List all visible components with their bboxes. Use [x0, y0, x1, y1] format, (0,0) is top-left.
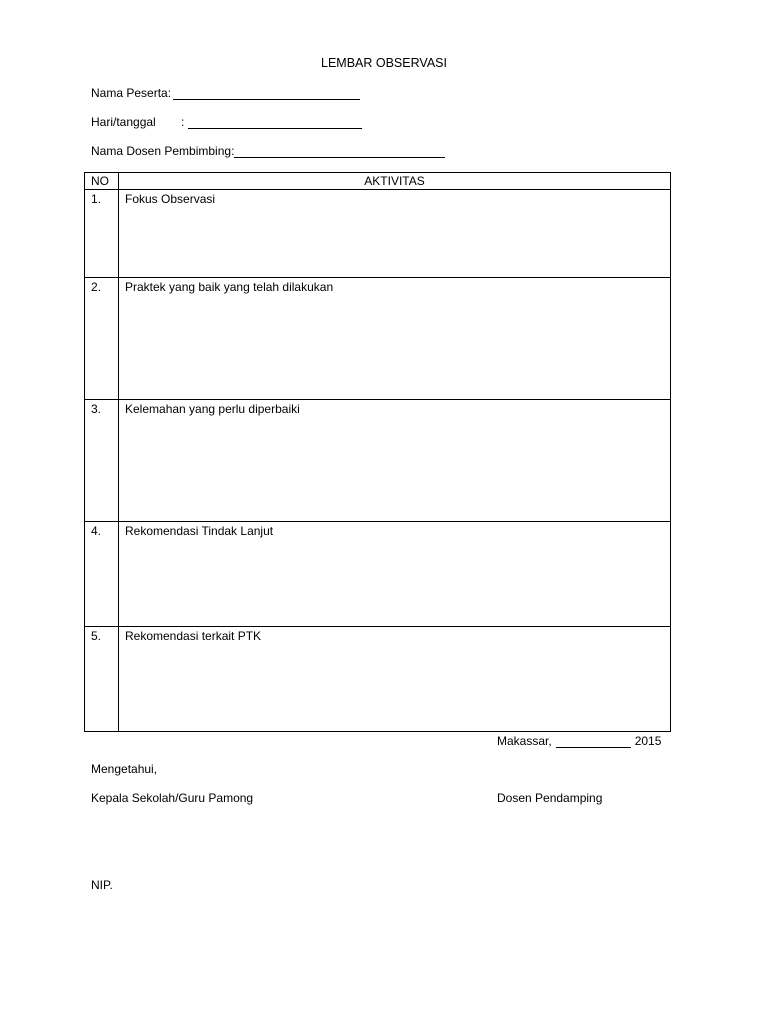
- table-row: [85, 278, 671, 400]
- table-row: [85, 522, 671, 627]
- document-title: LEMBAR OBSERVASI: [321, 56, 447, 70]
- nama-dosen-blank: [234, 144, 445, 158]
- place-label: Makassar,: [497, 734, 552, 748]
- nama-peserta-blank: [173, 86, 360, 100]
- nama-dosen-field: [91, 144, 445, 158]
- table-row: [85, 627, 671, 732]
- date-blank: [556, 734, 631, 748]
- row-number: 1.: [85, 190, 119, 278]
- left-signatory: Kepala Sekolah/Guru Pamong: [91, 791, 254, 805]
- row-number: 2.: [85, 278, 119, 400]
- hari-tanggal-colon: :: [181, 115, 185, 129]
- nama-dosen-label: Nama Dosen Pembimbing:: [91, 144, 235, 158]
- header-aktivitas: AKTIVITAS: [119, 173, 671, 190]
- nip-label: NIP.: [91, 878, 113, 892]
- table-row: [85, 190, 671, 278]
- hari-tanggal-blank: [188, 115, 362, 129]
- header-no: NO: [85, 173, 119, 190]
- row-number: 5.: [85, 627, 119, 732]
- row-activity: Fokus Observasi: [119, 190, 671, 278]
- nama-peserta-label: Nama Peserta:: [91, 86, 172, 100]
- nama-peserta-field: [91, 86, 360, 100]
- hari-tanggal-field: [91, 115, 362, 129]
- row-activity: Rekomendasi terkait PTK: [119, 627, 671, 732]
- row-activity: Kelemahan yang perlu diperbaiki: [119, 400, 671, 522]
- right-signatory: Dosen Pendamping: [497, 791, 603, 805]
- row-activity: Praktek yang baik yang telah dilakukan: [119, 278, 671, 400]
- observation-table: [84, 172, 671, 732]
- row-number: 3.: [85, 400, 119, 522]
- table-header-row: [85, 173, 671, 190]
- place-date-line: [497, 734, 661, 748]
- hari-tanggal-label: Hari/tanggal: [91, 115, 156, 129]
- table-row: [85, 400, 671, 522]
- mengetahui-label: Mengetahui,: [91, 762, 158, 776]
- row-activity: Rekomendasi Tindak Lanjut: [119, 522, 671, 627]
- row-number: 4.: [85, 522, 119, 627]
- year-label: 2015: [634, 734, 662, 748]
